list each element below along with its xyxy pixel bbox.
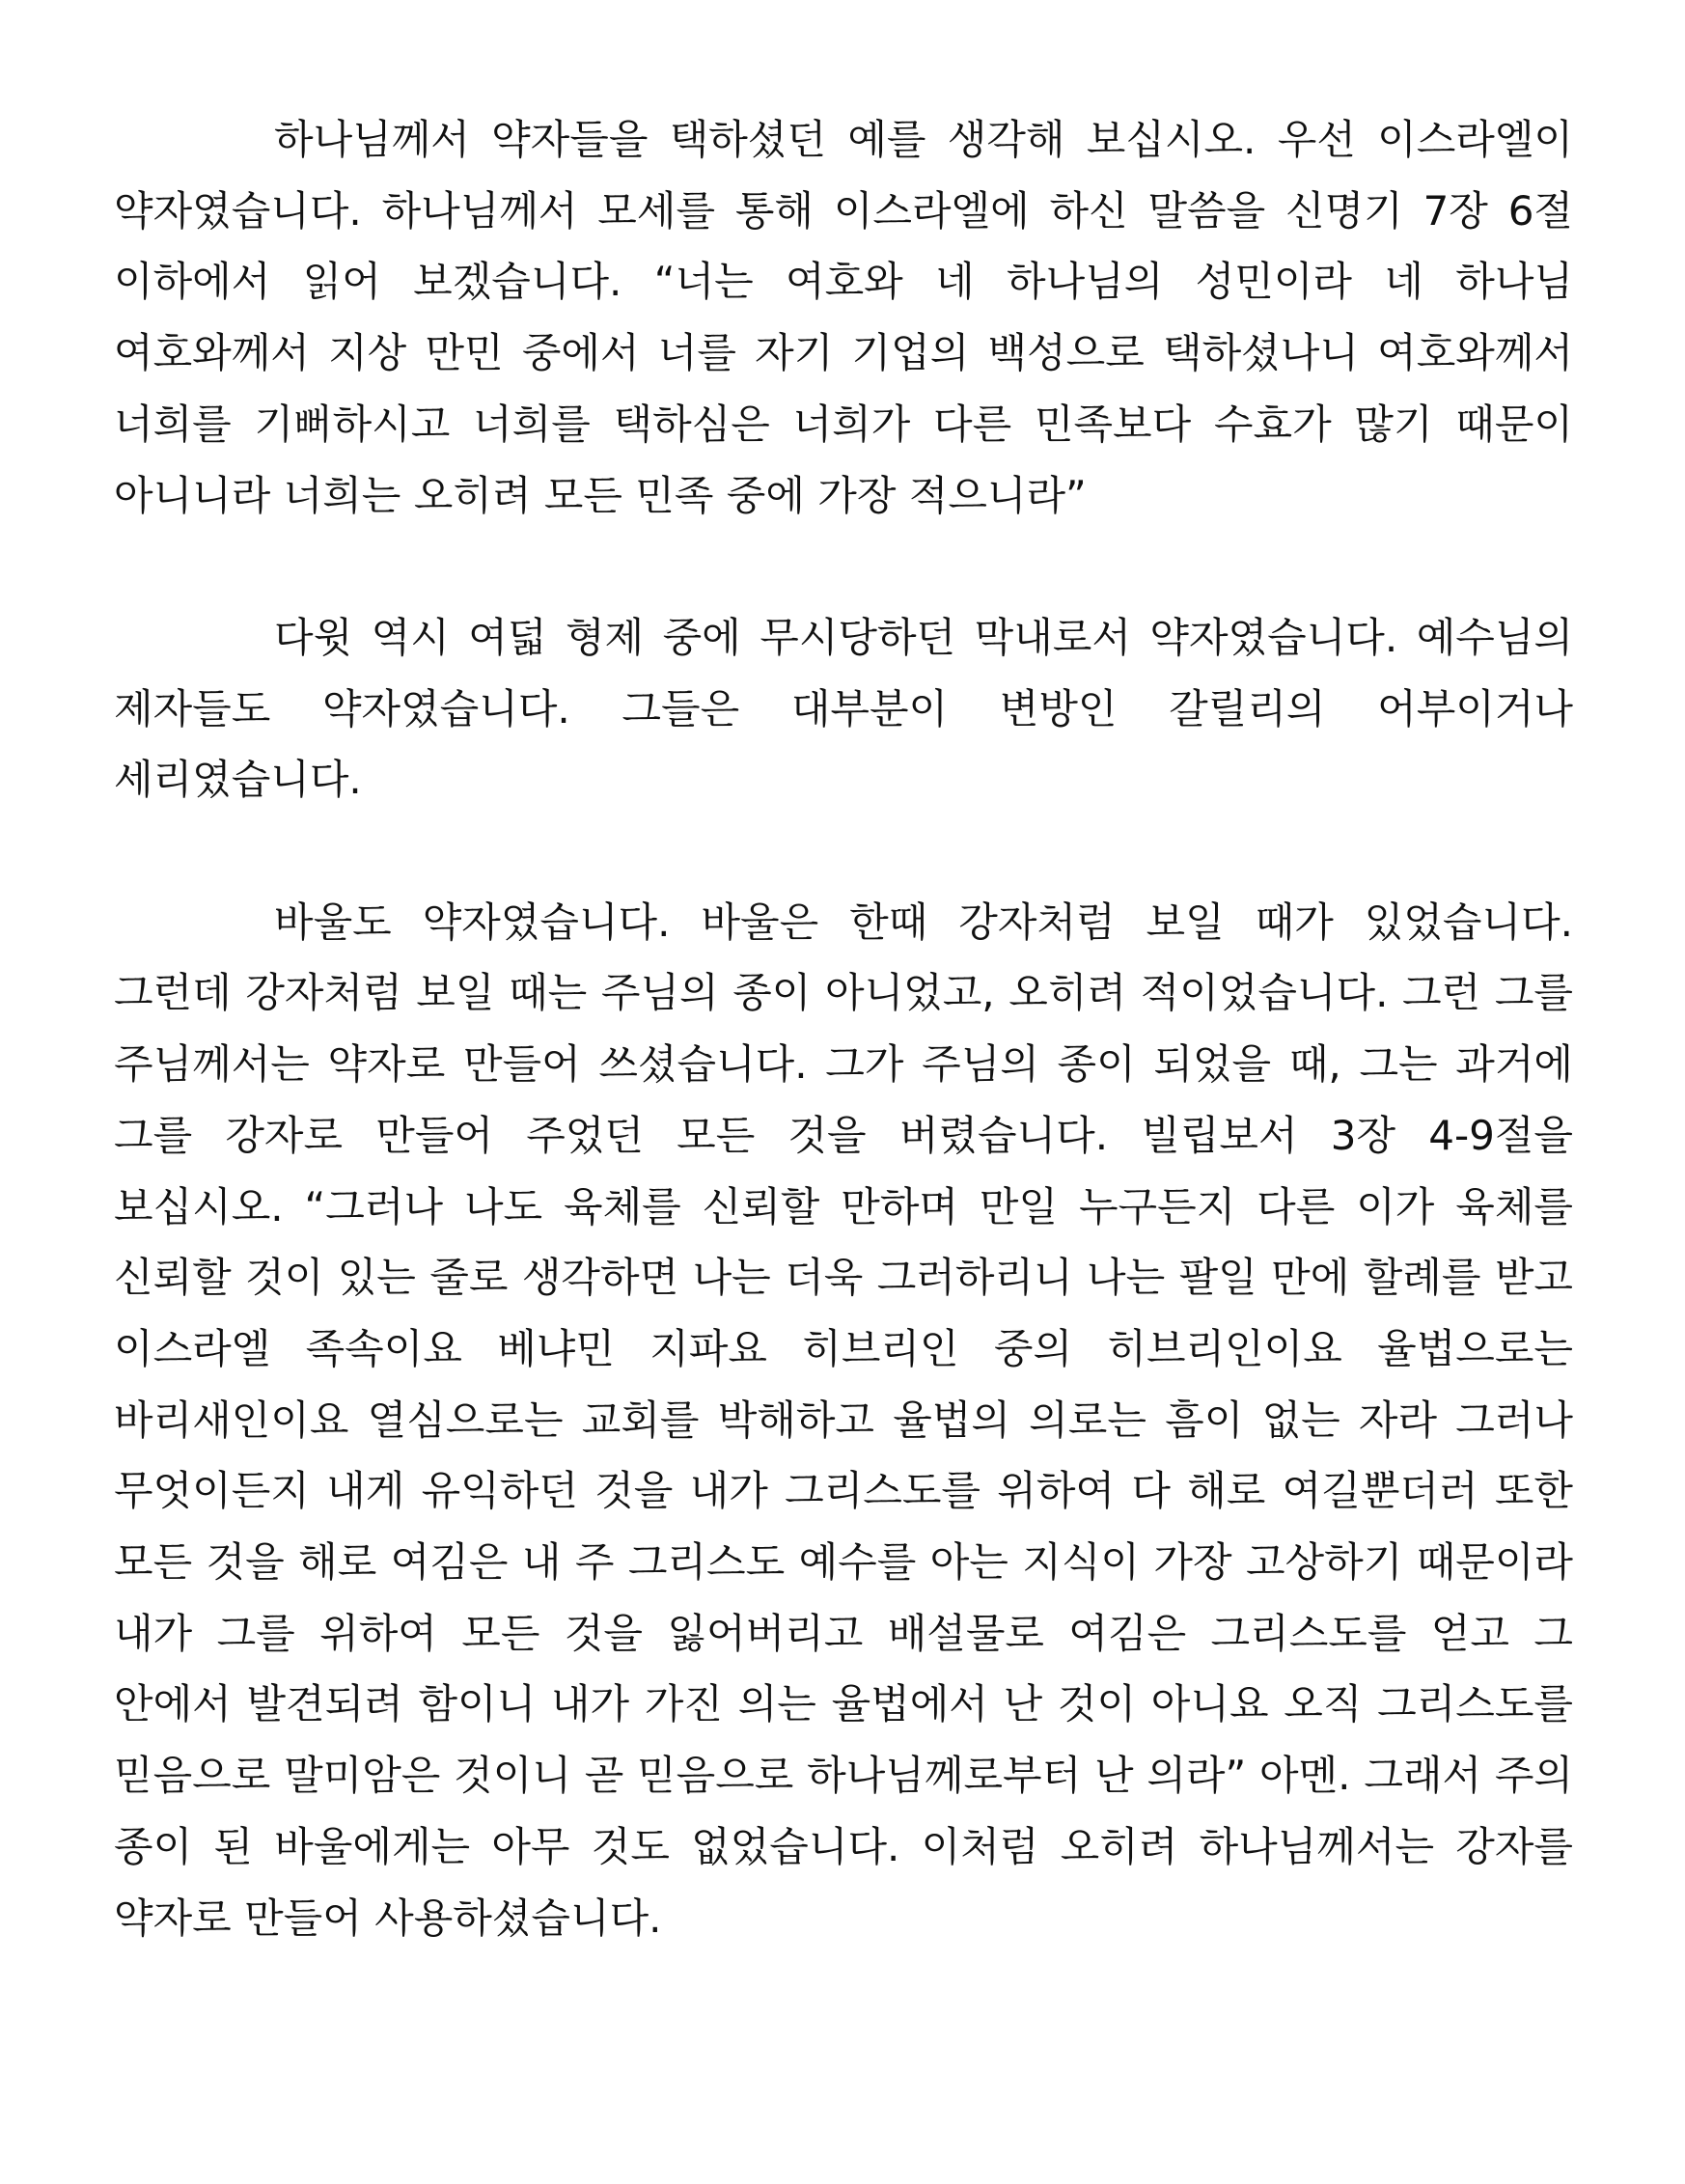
document-body: [114, 104, 1573, 1953]
paragraph-weak-chosen-israel: 하나님께서 약자들을 택하셨던 예를 생각해 보십시오. 우선 이스라엘이 약자였습니다. 하나님께서 모세를 통해 이스라엘에 하신 말씀을 신명기 7장 6절 이하에서 읽어 보겠습니다. “너는 여호와 네 하나님의 성민이라 네 하나님 여호와께서 지상 만민 중에서 너를 자기 기업의 백성으로 택하셨나니 여호와께서 너희를 기뻐하시고 너희를 택하심은 너희가 다른 민족보다 수효가 많기 때문이 아니니라 너희는 오히려 모든 민족 중에 가장 적으니라”: [114, 116, 1573, 519]
paragraph-david-and-disciples: 다윗 역시 여덟 형제 중에 무시당하던 막내로서 약자였습니다. 예수님의 제자들도 약자였습니다. 그들은 대부분이 변방인 갈릴리의 어부이거나 세리였습니다.: [114, 613, 1573, 804]
paragraph-paul: 바울도 약자였습니다. 바울은 한때 강자처럼 보일 때가 있었습니다. 그런데 강자처럼 보일 때는 주님의 종이 아니었고, 오히려 적이었습니다. 그런 그를 주님께서는 약자로 만들어 쓰셨습니다. 그가 주님의 종이 되었을 때, 그는 과거에 그를 강자로 만들어 주었던 모든 것을 버렸습니다. 빌립보서 3장 4-9절을 보십시오. “그러나 나도 육체를 신뢰할 만하며 만일 누구든지 다른 이가 육체를 신뢰할 것이 있는 줄로 생각하면 나는 더욱 그러하리니 나는 팔일 만에 할례를 받고 이스라엘 족속이요 베냐민 지파요 히브리인 중의 히브리인이요 율법으로는 바리새인이요 열심으로는 교회를 박해하고 율법의 의로는 흠이 없는 자라 그러나 무엇이든지 내게 유익하던 것을 내가 그리스도를 위하여 다 해로 여길뿐더러 또한 모든 것을 해로 여김은 내 주 그리스도 예수를 아는 지식이 가장 고상하기 때문이라 내가 그를 위하여 모든 것을 잃어버리고 배설물로 여김은 그리스도를 얻고 그 안에서 발견되려 함이니 내가 가진 의는 율법에서 난 것이 아니요 오직 그리스도를 믿음으로 말미암은 것이니 곧 믿음으로 하나님께로부터 난 의라” 아멘. 그래서 주의 종이 된 바울에게는 아무 것도 없었습니다. 이처럼 오히려 하나님께서는 강자를 약자로 만들어 사용하셨습니다.: [114, 898, 1573, 1942]
